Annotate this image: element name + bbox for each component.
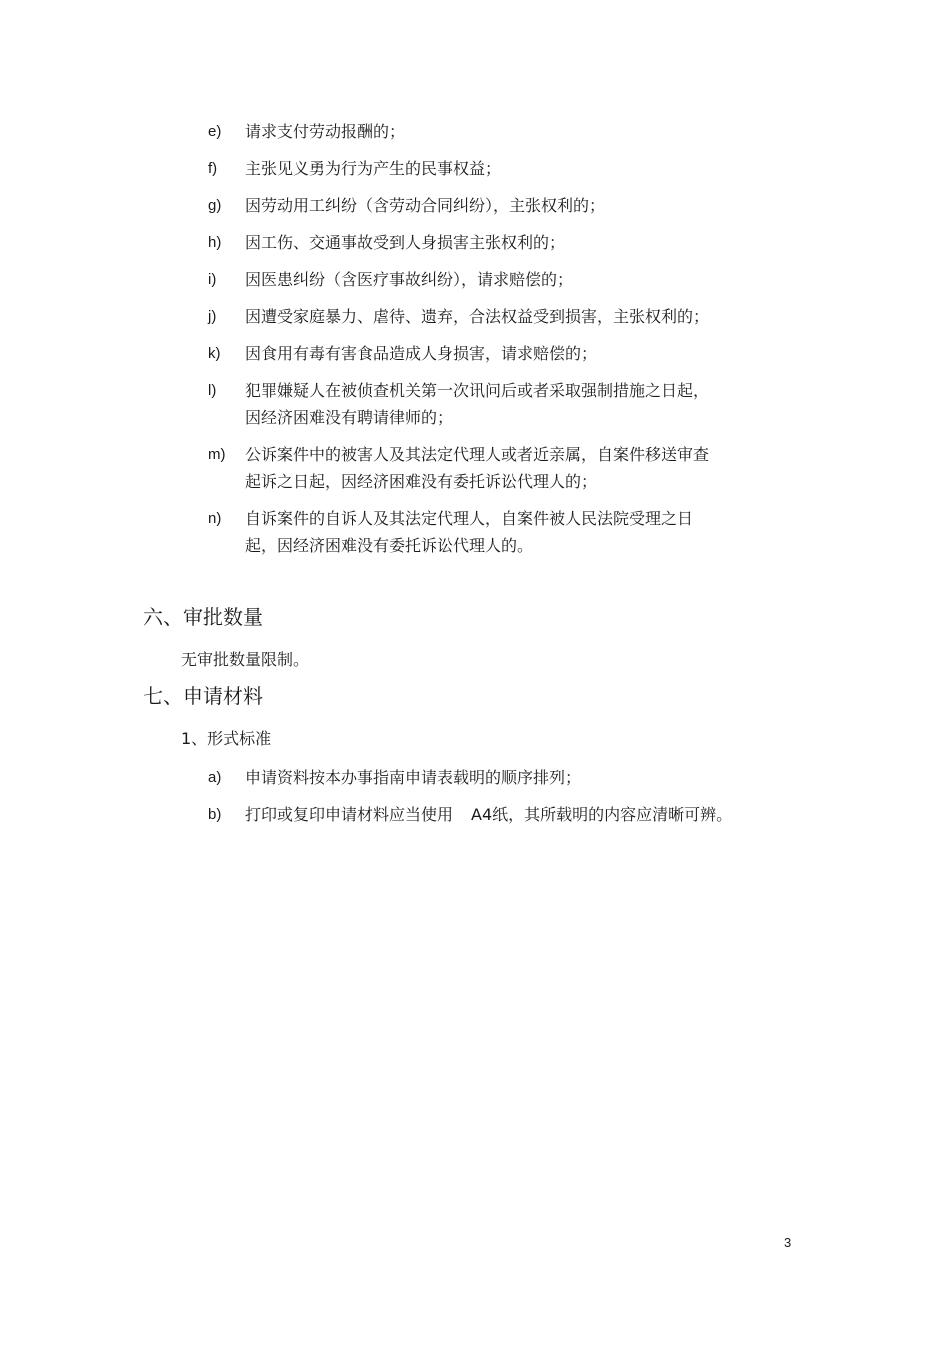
section-heading-application-materials: 七、申请材料 xyxy=(143,684,263,708)
list-item xyxy=(208,303,808,330)
list-item xyxy=(208,192,808,219)
list-text xyxy=(245,801,808,828)
list-item xyxy=(208,441,808,495)
list-text: 主张见义勇为行为产生的民事权益； xyxy=(245,159,502,178)
subsection-heading-format-standard: 1、形式标准 xyxy=(181,729,272,748)
list-text-continued: 起，因经济困难没有委托诉讼代理人的。 xyxy=(245,536,534,555)
list-text: 因遭受家庭暴力、虐待、遗弃，合法权益受到损害，主张权利的； xyxy=(245,307,710,326)
list-text: 因劳动用工纠纷（含劳动合同纠纷），主张权利的； xyxy=(245,196,606,215)
list-text: 因工伤、交通事故受到人身损害主张权利的； xyxy=(245,233,566,252)
list-item xyxy=(208,801,808,828)
eligibility-list xyxy=(208,118,808,569)
list-marker: k) xyxy=(208,345,221,362)
list-text: 自诉案件的自诉人及其法定代理人，自案件被人民法院受理之日 xyxy=(245,509,694,528)
list-marker: f) xyxy=(208,160,218,177)
page-number: 3 xyxy=(784,1235,792,1250)
list-item xyxy=(208,266,808,293)
list-item xyxy=(208,505,808,559)
list-item xyxy=(208,229,808,256)
list-marker: a) xyxy=(208,769,222,786)
list-text: 公诉案件中的被害人及其法定代理人或者近亲属，自案件移送审查 xyxy=(245,445,710,464)
list-marker: m) xyxy=(208,446,226,463)
list-marker: h) xyxy=(208,234,222,251)
list-marker: n) xyxy=(208,510,222,527)
section-text-approval-quantity: 无审批数量限制。 xyxy=(181,650,310,669)
list-marker: l) xyxy=(208,382,217,399)
list-marker: j) xyxy=(208,308,217,325)
list-text: 犯罪嫌疑人在被侦查机关第一次讯问后或者采取强制措施之日起， xyxy=(245,381,710,400)
list-text: 申请资料按本办事指南申请表载明的顺序排列； xyxy=(245,768,582,787)
list-marker: i) xyxy=(208,271,217,288)
list-text: 请求支付劳动报酬的； xyxy=(245,122,406,141)
list-text-part: 打印或复印申请材料应当使用 xyxy=(245,805,454,824)
list-text: 因食用有毒有害食品造成人身损害，请求赔偿的； xyxy=(245,344,598,363)
list-text: 因医患纠纷（含医疗事故纠纷），请求赔偿的； xyxy=(245,270,574,289)
list-text-part: A4纸，其所载明的内容应清晰可辨。 xyxy=(471,805,733,824)
format-standard-list xyxy=(208,764,808,838)
list-marker: b) xyxy=(208,806,222,823)
list-marker: e) xyxy=(208,123,222,140)
section-heading-approval-quantity: 六、审批数量 xyxy=(143,605,263,629)
list-item xyxy=(208,155,808,182)
list-item xyxy=(208,764,808,791)
list-item xyxy=(208,340,808,367)
list-item xyxy=(208,377,808,431)
list-item xyxy=(208,118,808,145)
list-text-continued: 起诉之日起，因经济困难没有委托诉讼代理人的； xyxy=(245,472,598,491)
list-marker: g) xyxy=(208,197,222,214)
list-text-continued: 因经济困难没有聘请律师的； xyxy=(245,408,454,427)
